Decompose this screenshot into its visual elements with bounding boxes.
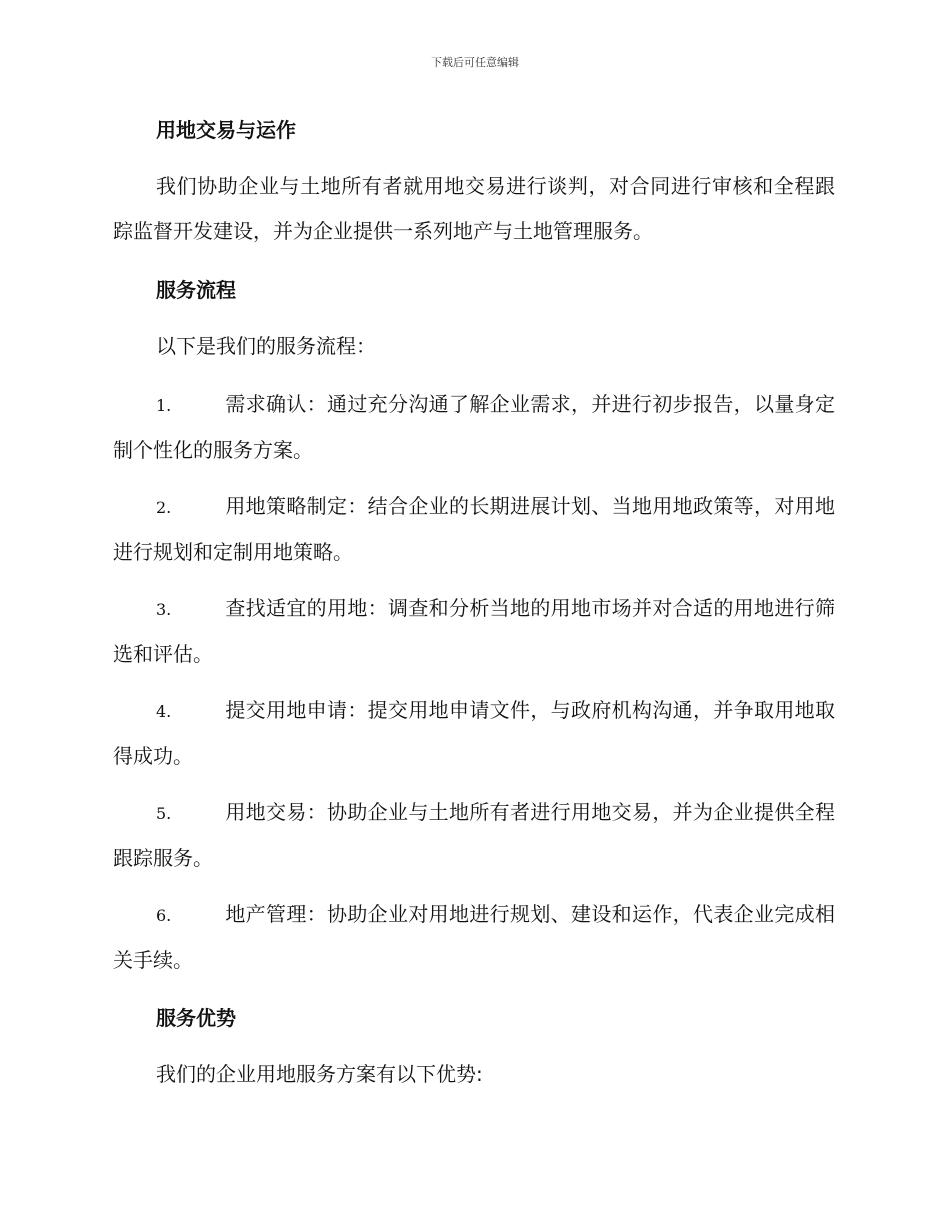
download-note: 下载后可任意编辑 bbox=[431, 56, 519, 69]
list-number: 6. bbox=[156, 906, 172, 925]
list-item-text: 地产管理：协助企业对用地进行规划、建设和运作，代表企业完成相关手续。 bbox=[113, 902, 835, 972]
list-number: 3. bbox=[156, 600, 172, 619]
list-item-text: 提交用地申请：提交用地申请文件，与政府机构沟通，并争取用地取得成功。 bbox=[113, 698, 835, 768]
list-number: 1. bbox=[156, 396, 172, 415]
list-number: 5. bbox=[156, 804, 172, 823]
paragraph-advantages-intro: 我们的企业用地服务方案有以下优势: bbox=[156, 1062, 483, 1086]
process-item-1 bbox=[113, 382, 835, 473]
process-item-6 bbox=[113, 892, 835, 983]
list-number: 4. bbox=[156, 702, 172, 721]
section-title-land-transaction: 用地交易与运作 bbox=[156, 118, 296, 142]
list-item-text: 用地策略制定：结合企业的长期进展计划、当地用地政策等，对用地进行规划和定制用地策略。 bbox=[113, 494, 835, 564]
list-item-text: 需求确认：通过充分沟通了解企业需求，并进行初步报告，以量身定制个性化的服务方案。 bbox=[113, 392, 835, 462]
section-title-service-process: 服务流程 bbox=[156, 278, 236, 302]
list-item-text: 查找适宜的用地：调查和分析当地的用地市场并对合适的用地进行筛选和评估。 bbox=[113, 596, 835, 666]
paragraph-land-transaction: 我们协助企业与土地所有者就用地交易进行谈判，对合同进行审核和全程跟踪监督开发建设，并为企业提供一系列地产与土地管理服务。 bbox=[113, 174, 835, 243]
list-number: 2. bbox=[156, 498, 172, 517]
process-item-3 bbox=[113, 586, 835, 677]
section-title-service-advantages: 服务优势 bbox=[156, 1006, 236, 1030]
process-item-5 bbox=[113, 790, 835, 881]
process-item-2 bbox=[113, 484, 835, 575]
process-item-4 bbox=[113, 688, 835, 779]
paragraph-process-intro: 以下是我们的服务流程： bbox=[156, 334, 376, 358]
list-item-text: 用地交易：协助企业与土地所有者进行用地交易，并为企业提供全程跟踪服务。 bbox=[113, 800, 835, 870]
